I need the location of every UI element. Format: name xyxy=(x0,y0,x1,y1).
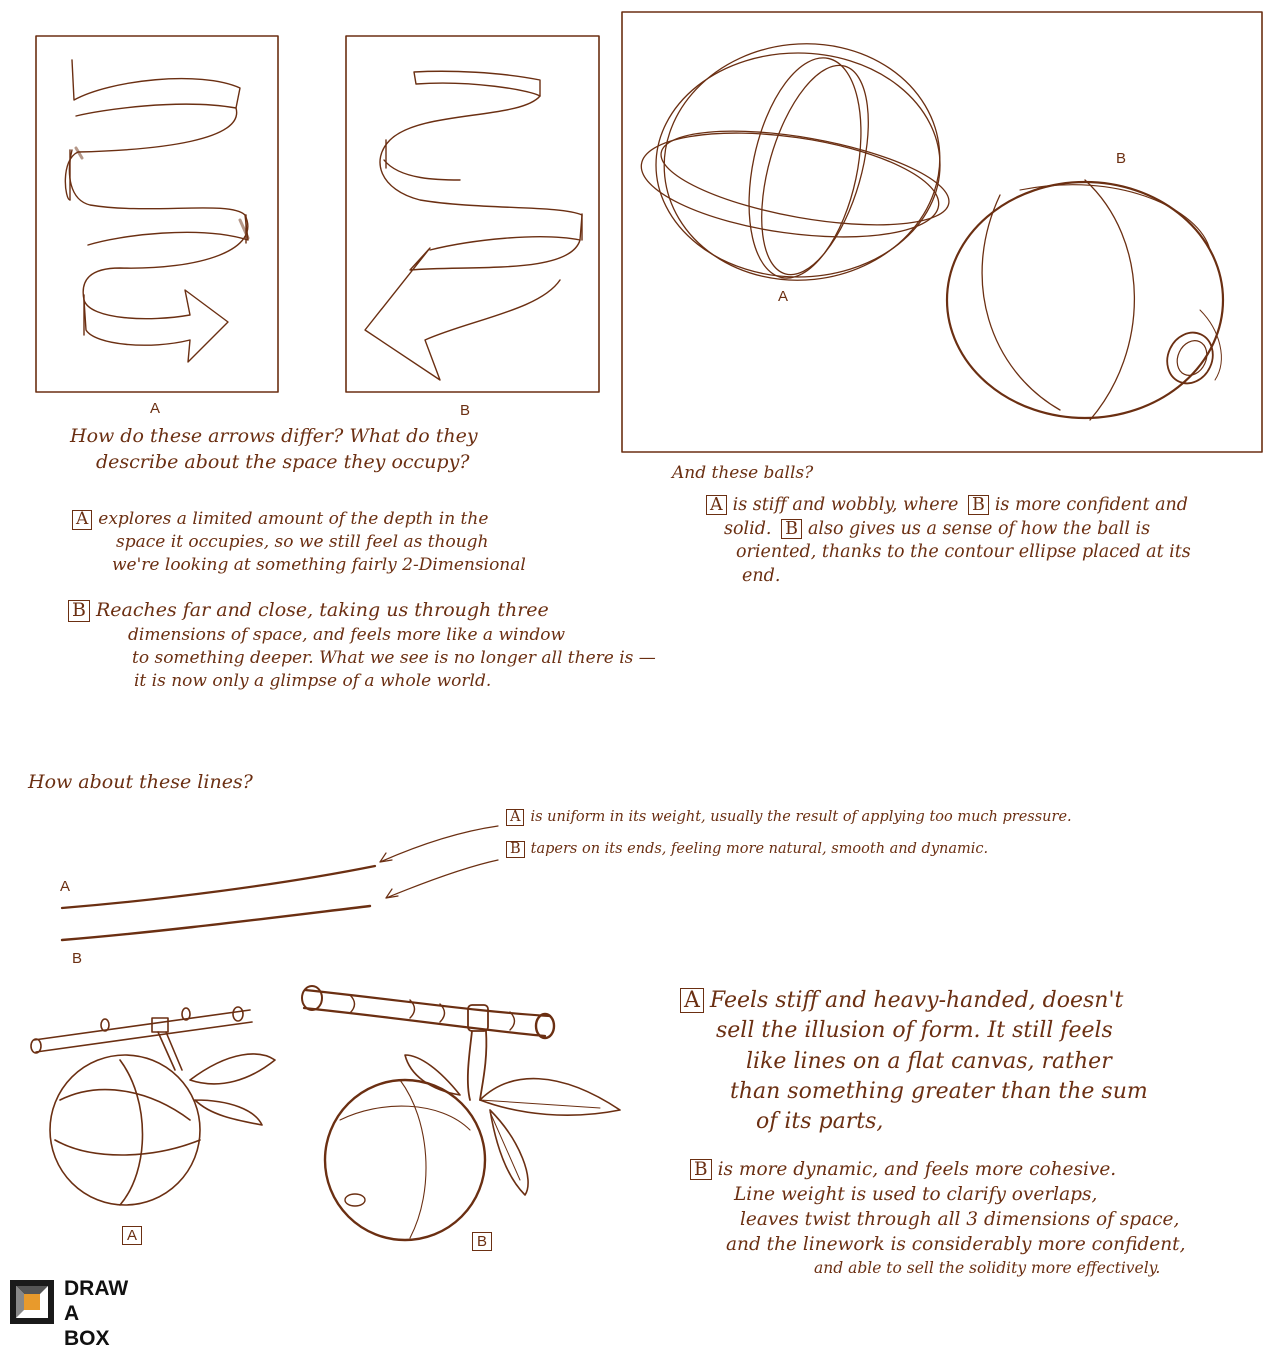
balls-answer-key-a: A xyxy=(706,495,727,515)
line-b-label: B xyxy=(72,950,83,967)
arrows-answer-b xyxy=(68,598,656,692)
fruit-note-a-key: A xyxy=(680,988,704,1013)
arrows-answer-a xyxy=(72,508,526,577)
arrow-to-line-a xyxy=(380,826,498,862)
fruit-note-b-line: leaves twist through all 3 dimensions of space, xyxy=(740,1208,1180,1230)
fruit-note-a-line: Feels stiff and heavy-handed, doesn't xyxy=(709,988,1124,1013)
arrow-b-label: B xyxy=(460,402,471,419)
arrow-a-frame xyxy=(36,36,278,392)
arrow-b-drawing xyxy=(365,71,582,380)
answer-b-line: Reaches far and close, taking us through three xyxy=(95,599,549,621)
balls-answer-text: also gives us a sense of how the ball is xyxy=(807,518,1151,539)
balls-frame xyxy=(622,12,1262,452)
fruit-note-a-line: sell the illusion of form. It still feels xyxy=(716,1018,1113,1044)
answer-a-line: we're looking at something fairly 2-Dimensional xyxy=(112,554,526,575)
lines-note-b xyxy=(506,840,988,860)
fruit-note-b-line: and able to sell the solidity more effectively. xyxy=(814,1258,1161,1277)
balls-answer-text: solid. xyxy=(724,518,772,539)
draw-a-box-logo xyxy=(8,1276,129,1350)
lines-note-a-key: A xyxy=(506,809,524,826)
arrow-to-line-b xyxy=(386,860,498,898)
fruit-b-label: B xyxy=(472,1232,492,1251)
balls-answer-text: end. xyxy=(742,565,781,586)
box-icon xyxy=(8,1278,56,1326)
lines-note-a-text: is uniform in its weight, usually the result of applying too much pressure. xyxy=(530,809,1072,825)
line-b xyxy=(62,906,370,940)
fruit-note-a xyxy=(680,986,1148,1138)
balls-answer xyxy=(706,494,1191,589)
fruit-note-b-line: is more dynamic, and feels more cohesive. xyxy=(717,1159,1117,1180)
ball-b-label: B xyxy=(1116,150,1127,167)
line-a-label: A xyxy=(60,878,71,895)
balls-answer-text: is more confident and xyxy=(994,495,1188,515)
answer-b-key: B xyxy=(68,600,90,622)
logo-text xyxy=(64,1276,128,1351)
fruit-note-b-line: Line weight is used to clarify overlaps, xyxy=(734,1183,1098,1205)
arrows-question-line: How do these arrows differ? What do they xyxy=(70,425,478,447)
arrows-question-line: describe about the space they occupy? xyxy=(96,450,470,473)
fruit-note-b-line: and the linework is considerably more confident, xyxy=(726,1233,1186,1255)
fruit-a-label: A xyxy=(122,1226,142,1245)
balls-question: And these balls? xyxy=(672,463,814,483)
arrow-a-label: A xyxy=(150,400,161,417)
logo-line-2: A BOX xyxy=(64,1302,110,1350)
arrows-question xyxy=(70,424,478,475)
answer-a-line: explores a limited amount of the depth in the xyxy=(98,509,489,529)
arrow-a-drawing xyxy=(65,60,248,362)
arrow-b-frame xyxy=(346,36,599,392)
ball-a-label: A xyxy=(778,288,789,305)
ball-b-drawing xyxy=(947,180,1223,420)
fruit-b-drawing xyxy=(302,986,620,1240)
balls-answer-key-b2: B xyxy=(781,519,802,539)
lines-note-b-text: tapers on its ends, feeling more natural, smooth and dynamic. xyxy=(530,841,989,857)
fruit-a-drawing xyxy=(31,1007,275,1205)
fruit-note-b xyxy=(690,1158,1185,1279)
answer-b-line: to something deeper. What we see is no longer all there is — xyxy=(132,647,656,668)
fruit-note-a-line: like lines on a flat canvas, rather xyxy=(746,1048,1112,1074)
answer-a-line: space it occupies, so we still feel as though xyxy=(116,531,489,552)
ball-a-drawing xyxy=(635,30,956,294)
lines-note-a xyxy=(506,808,1072,828)
lines-note-b-key: B xyxy=(506,841,525,858)
lines-example xyxy=(62,826,498,940)
answer-b-line: it is now only a glimpse of a whole world. xyxy=(134,670,492,691)
fruit-note-b-key: B xyxy=(690,1159,712,1180)
lines-question: How about these lines? xyxy=(28,771,253,793)
balls-answer-text: is stiff and wobbly, where xyxy=(732,495,959,515)
fruit-note-a-line: than something greater than the sum xyxy=(730,1079,1148,1105)
logo-line-1: DRAW xyxy=(64,1277,129,1300)
fruit-note-a-line: of its parts, xyxy=(756,1109,884,1135)
answer-a-key: A xyxy=(72,510,92,530)
answer-b-line: dimensions of space, and feels more like a window xyxy=(128,624,566,645)
line-a xyxy=(62,866,375,908)
balls-answer-text: oriented, thanks to the contour ellipse placed at its xyxy=(736,542,1191,563)
balls-answer-key-b: B xyxy=(968,495,989,515)
